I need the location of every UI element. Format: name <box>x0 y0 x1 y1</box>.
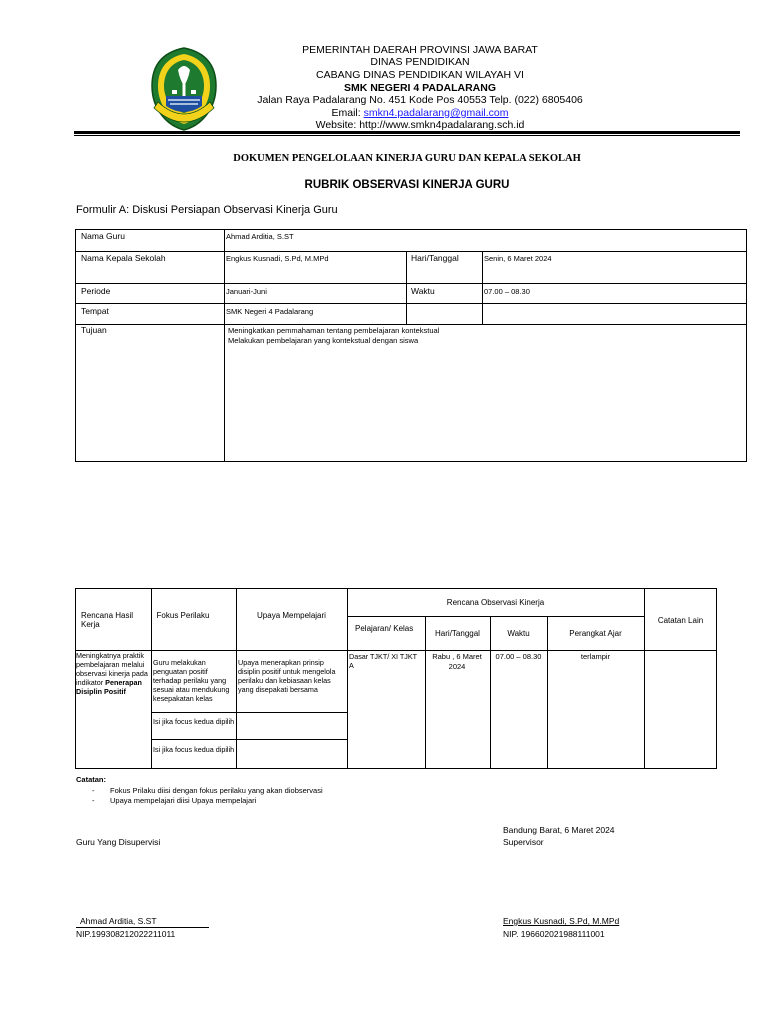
kepala-sekolah-value: Engkus Kusnadi, S.Pd, M.MPd <box>226 254 329 263</box>
header-government: PEMERINTAH DAERAH PROVINSI JAWA BARAT <box>302 44 538 56</box>
pelajaran-kelas-value: Dasar TJKT/ XI TJKT A <box>349 652 417 670</box>
row-divider <box>75 324 747 325</box>
header-divider-thin <box>74 135 740 136</box>
teacher-name: Ahmad Arditia, S.ST <box>80 916 157 926</box>
row-divider <box>151 712 347 713</box>
subheader-perangkat-ajar: Perangkat Ajar <box>569 629 622 638</box>
supervisor-nip: NIP. 196602021988111001 <box>503 929 605 939</box>
teacher-role-label: Guru Yang Disupervisi <box>76 837 161 847</box>
column-divider <box>406 251 407 324</box>
rencana-hasil-kerja-bold: Penerapan Disiplin Positif <box>76 678 142 696</box>
notes-bullet: - <box>92 786 95 795</box>
column-divider <box>224 229 225 462</box>
supervisor-name: Engkus Kusnadi, S.Pd, M.MPd <box>503 916 620 926</box>
fokus-perilaku-1: Guru melakukan penguatan positif terhadap perilaku yang sesuai atau mendukung kesepakatan kelas <box>153 658 230 703</box>
header-rencana-observasi: Rencana Observasi Kinerja <box>446 598 545 607</box>
row-divider <box>151 739 347 740</box>
subheader-waktu: Waktu <box>507 629 530 638</box>
column-divider <box>547 616 548 769</box>
tempat-value: SMK Negeri 4 Padalarang <box>226 307 314 316</box>
header-website: Website: http://www.smkn4padalarang.sch.id <box>315 119 525 131</box>
email-link[interactable]: smkn4.padalarang@gmail.com <box>363 107 509 119</box>
row-divider <box>75 303 747 304</box>
nama-guru-label: Nama Guru <box>81 231 125 241</box>
header-email-line <box>230 107 610 119</box>
info-table-border <box>75 229 747 462</box>
form-title: Formulir A: Diskusi Persiapan Observasi Kinerja Guru <box>76 204 338 216</box>
rencana-hasil-kerja-plain: Meningkatnya praktik pembelajaran melalui observasi kinerja pada indikator <box>76 651 148 687</box>
column-divider <box>425 616 426 769</box>
rubric-title: RUBRIK OBSERVASI KINERJA GURU <box>304 179 510 191</box>
column-divider <box>482 251 483 324</box>
west-java-emblem-logo <box>148 46 220 132</box>
nama-guru-value: Ahmad Arditia, S.ST <box>226 232 294 241</box>
header-rencana-hasil-kerja: Rencana Hasil Kerja <box>81 611 134 629</box>
header-school-name: SMK NEGERI 4 PADALARANG <box>343 82 497 94</box>
waktu-observasi: 07.00 – 08.30 <box>495 652 542 661</box>
teacher-signature-line <box>76 927 209 928</box>
hari-tanggal-value: Senin, 6 Maret 2024 <box>484 254 552 263</box>
header-address: Jalan Raya Padalarang No. 451 Kode Pos 40553 Telp. (022) 6805406 <box>257 94 583 106</box>
fokus-perilaku-3: Isi jika focus kedua dipilih <box>153 745 235 754</box>
teacher-nip: NIP.199308212022211011 <box>76 929 176 939</box>
notes-title: Catatan: <box>76 775 107 784</box>
header-fokus-perilaku: Fokus Perilaku <box>156 611 210 620</box>
notes-item-2: Upaya mempelajari diisi Upaya mempelajari <box>110 796 257 805</box>
header-divider-thick <box>74 131 740 134</box>
fokus-perilaku-2: Isi jika focus kedua dipilih <box>153 717 235 726</box>
email-label: Email: <box>331 107 364 119</box>
header-branch: CABANG DINAS PENDIDIKAN WILAYAH VI <box>316 69 524 81</box>
header-department: DINAS PENDIDIKAN <box>370 56 470 68</box>
notes-item-1: Fokus Prilaku diisi dengan fokus perilaku yang akan diobservasi <box>110 786 323 795</box>
supervisor-role-label: Supervisor <box>503 837 544 847</box>
waktu-label: Waktu <box>411 286 435 296</box>
tujuan-value-1: Meningkatkan pemmahaman tentang pembelajaran kontekstual <box>228 326 440 335</box>
document-title: DOKUMEN PENGELOLAAN KINERJA GURU DAN KEPALA SEKOLAH <box>233 153 581 164</box>
notes-bullet: - <box>92 796 95 805</box>
row-divider <box>75 283 747 284</box>
kepala-sekolah-label: Nama Kepala Sekolah <box>81 253 166 263</box>
hari-tanggal-observasi: Rabu , 6 Maret 2024 <box>432 652 482 671</box>
row-divider <box>75 251 747 252</box>
periode-value: Januari-Juni <box>226 287 267 296</box>
hari-tanggal-label: Hari/Tanggal <box>411 253 459 263</box>
place-date: Bandung Barat, 6 Maret 2024 <box>503 825 615 835</box>
row-divider <box>75 650 717 651</box>
periode-label: Periode <box>81 286 111 296</box>
row-divider <box>347 616 644 617</box>
upaya-mempelajari-1: Upaya menerapkan prinsip disiplin positif untuk mengelola perilaku dan kebiasaan kelas yang disepakati bersama <box>238 658 336 694</box>
rencana-hasil-kerja-text <box>76 651 151 696</box>
tujuan-value-2: Melakukan pembelajaran yang kontekstual dengan siswa <box>228 336 419 345</box>
tempat-label: Tempat <box>81 306 109 316</box>
subheader-hari-tanggal: Hari/Tanggal <box>435 629 480 638</box>
subheader-pelajaran-kelas: Pelajaran/ Kelas <box>355 624 414 633</box>
tujuan-label: Tujuan <box>81 325 107 335</box>
header-upaya-mempelajari: Upaya Mempelajari <box>257 611 326 620</box>
header-catatan-lain: Catatan Lain <box>657 616 704 625</box>
waktu-value: 07.00 – 08.30 <box>484 287 530 296</box>
column-divider <box>347 588 348 769</box>
perangkat-ajar-value: terlampir <box>580 652 611 661</box>
column-divider <box>490 616 491 769</box>
